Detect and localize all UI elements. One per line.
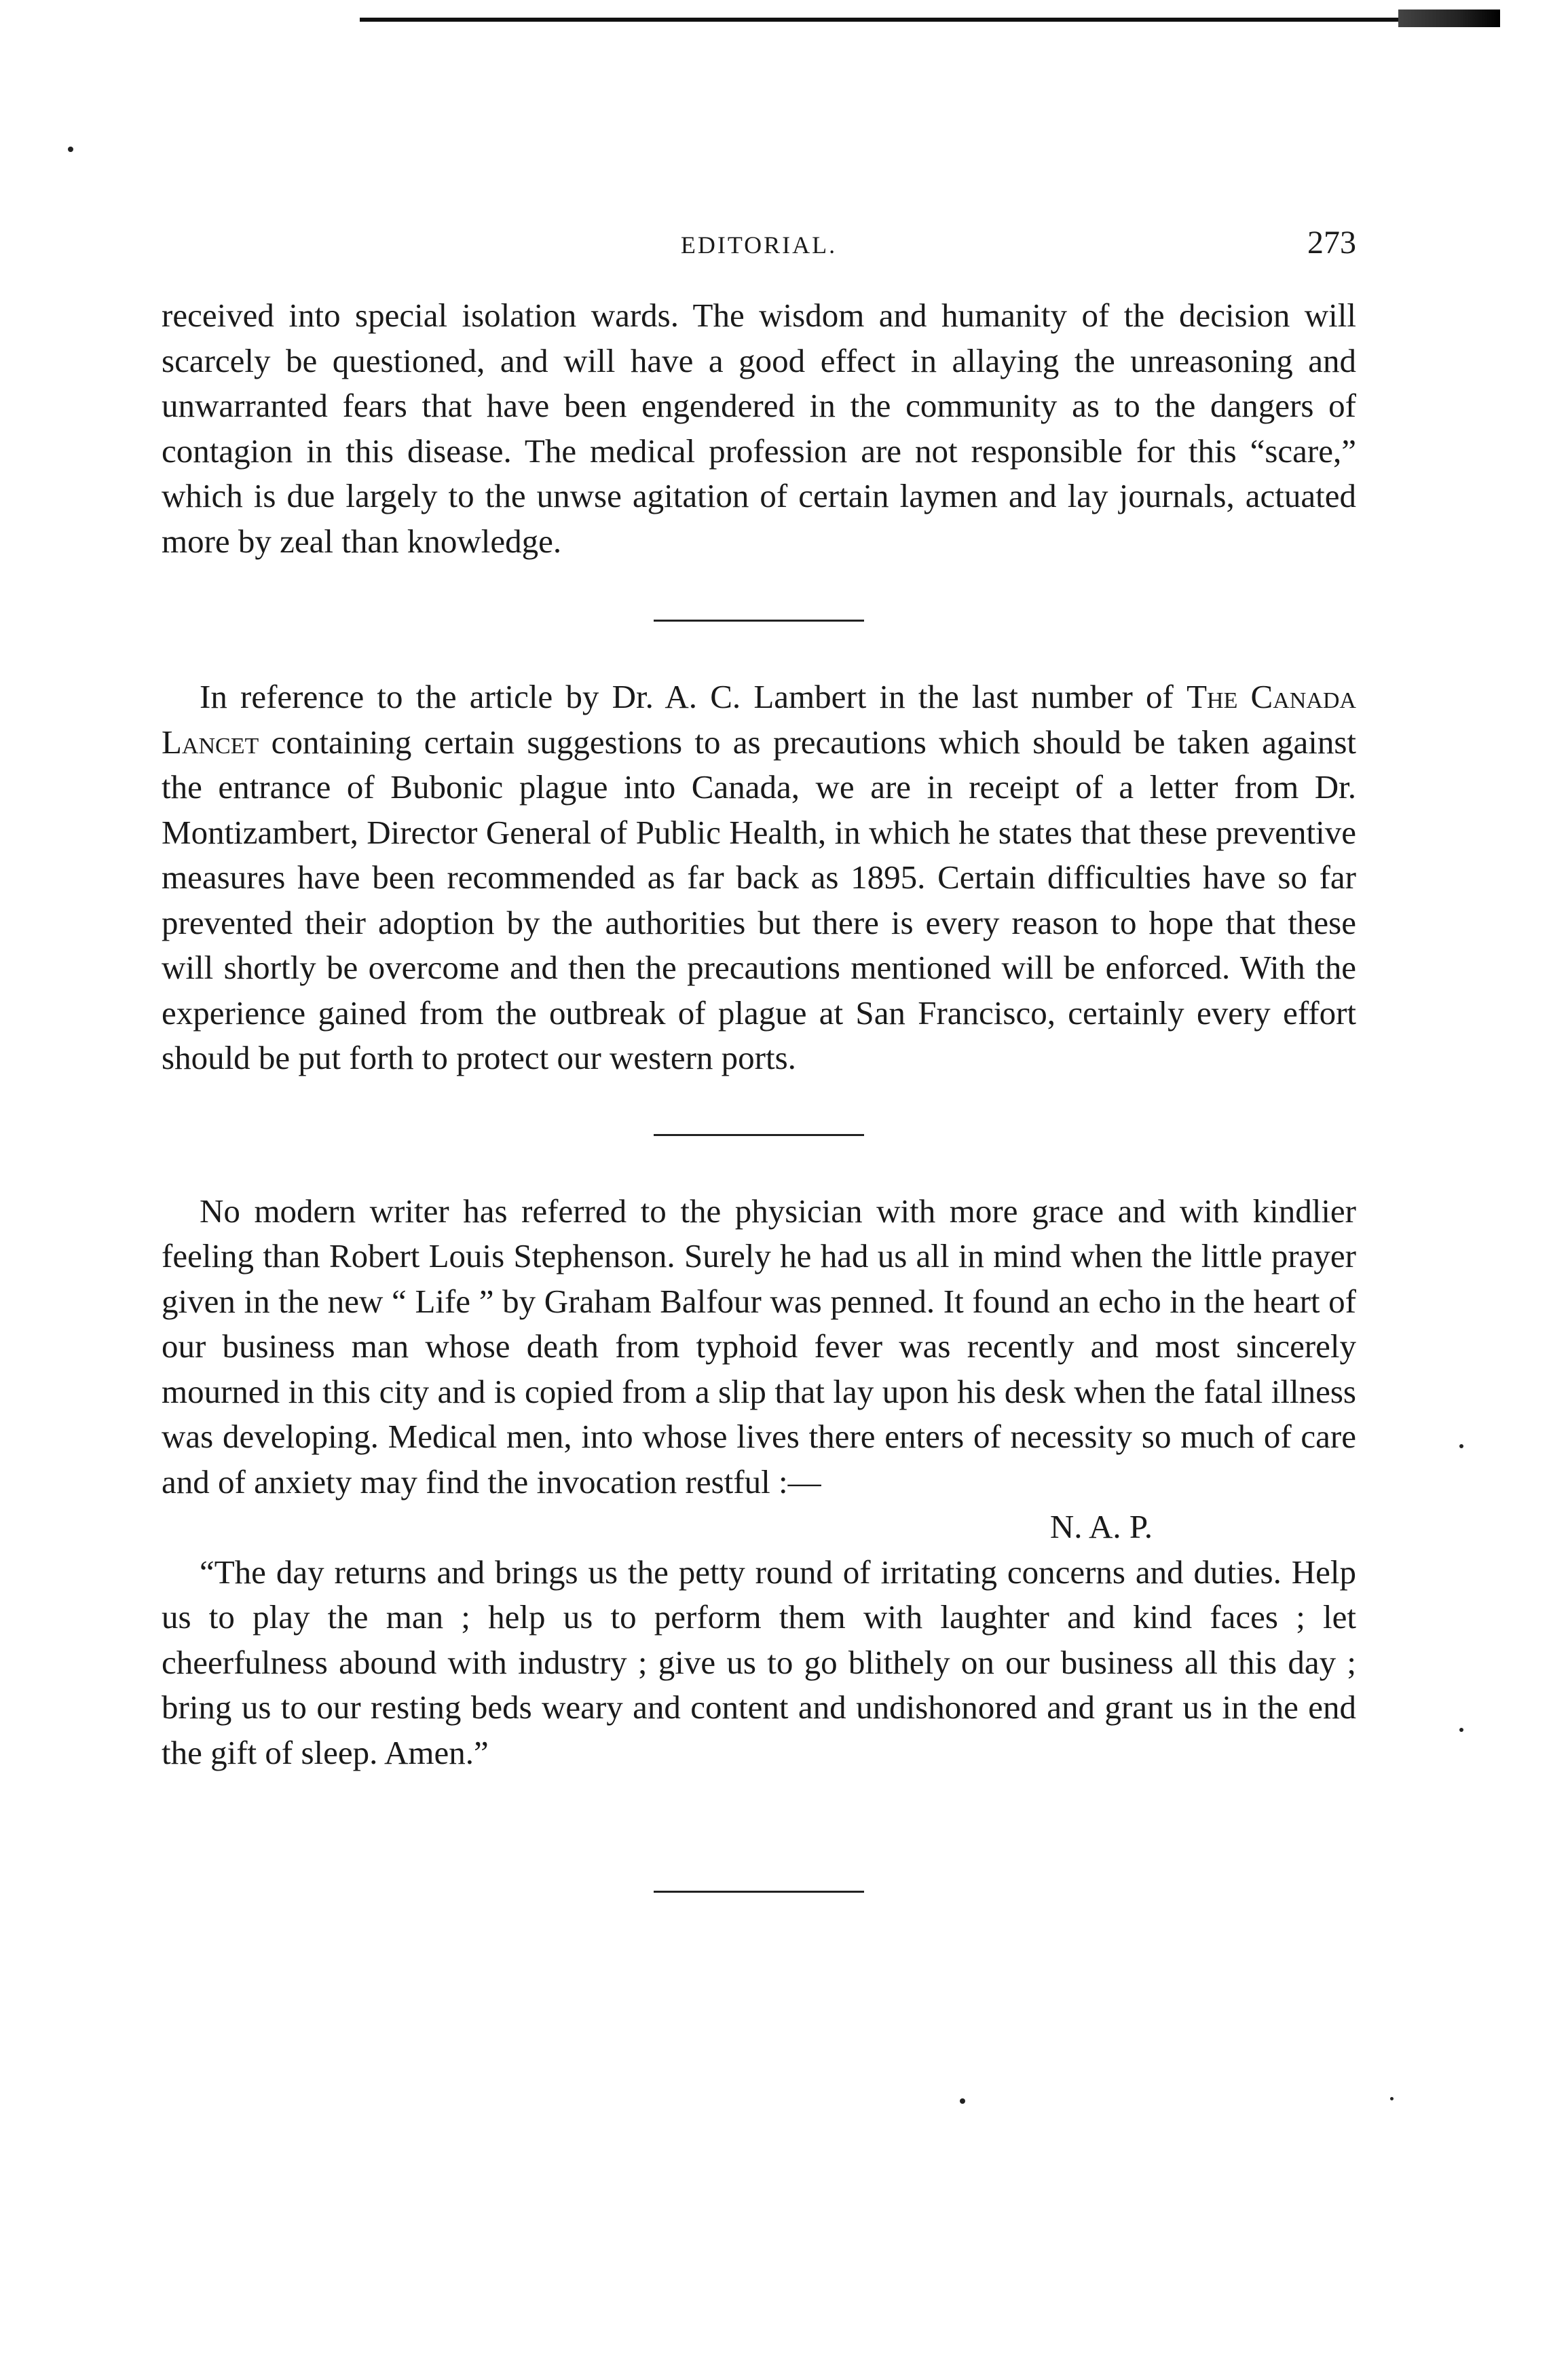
print-speck	[68, 147, 73, 152]
section-divider	[654, 620, 864, 622]
page-content	[162, 224, 1356, 1893]
print-speck	[1459, 1444, 1463, 1448]
paragraph-stephenson: No modern writer has referred to the physician with more grace and with kindlier feeling than Robert Louis Stephenson. Surely he had us all in mind when the little prayer given in the new “ Life ” by Graham Balfour was penned. It found an echo in the heart of our business man whose death from typhoid fever was recently and most sincerely mourned in this city and is copied from a slip that lay upon his desk when the fatal illness was developing. Medical men, into whose lives there enters of necessity so much of care and of anxiety may find the invocation restful :—	[162, 1192, 1356, 1500]
page-number: 273	[1307, 225, 1356, 261]
section-divider	[654, 1891, 864, 1893]
paragraph-plague-start: In reference to the article by Dr. A. C. Lambert in the last number of	[200, 678, 1187, 715]
print-speck	[1390, 2097, 1394, 2100]
paragraph-plague-rest: containing certain suggestions to as precautions which should be taken against the entrance of Bubonic plague into Canada, we are in receipt of a letter from Dr. Montizambert, Director General of Public Health, in which he states that these preventive measures have been recommended as far back as 1895. Certain difficulties have so far prevented their adoption by the authorities but there is every reason to hope that these will shortly be overcome and then the precautions mentioned will be enforced. With the experience gained from the outbreak of plague at San Francisco, certainly every effort should be put forth to protect our western ports.	[162, 723, 1356, 1076]
top-edge-rule	[360, 18, 1500, 22]
print-speck	[1459, 1728, 1463, 1732]
running-title: EDITORIAL.	[680, 231, 838, 259]
paragraph-prayer: “The day returns and brings us the petty round of irritating concerns and duties. Help us to play the man ; help us to perform them with laughter and kind faces ; let cheerfulness abound with industry ; give us to go blithely on our business all this day ; bring us to our resting beds weary and content and undishonored and grant us in the end the gift of sleep. Amen.”	[162, 1553, 1356, 1771]
signature: N. A. P.	[1049, 1508, 1153, 1545]
paragraph-bubonic-plague	[162, 675, 1356, 1081]
top-edge-rule-end	[1398, 10, 1500, 27]
section-divider	[654, 1134, 864, 1136]
paragraph-isolation-wards: received into special isolation wards. The wisdom and humanity of the decision will scarcely be questioned, and will have a good effect in allaying the unreasoning and unwarranted fears that have been engendered in the community as to the dangers of contagion in this disease. The medical profession are not responsible for this “scare,” which is due largely to the unwse agitation of certain laymen and lay journals, actuated more by zeal than knowledge.	[162, 297, 1356, 560]
print-speck	[960, 2098, 965, 2104]
running-head	[162, 224, 1356, 278]
journal-name: The Canada Lancet	[162, 678, 1356, 761]
